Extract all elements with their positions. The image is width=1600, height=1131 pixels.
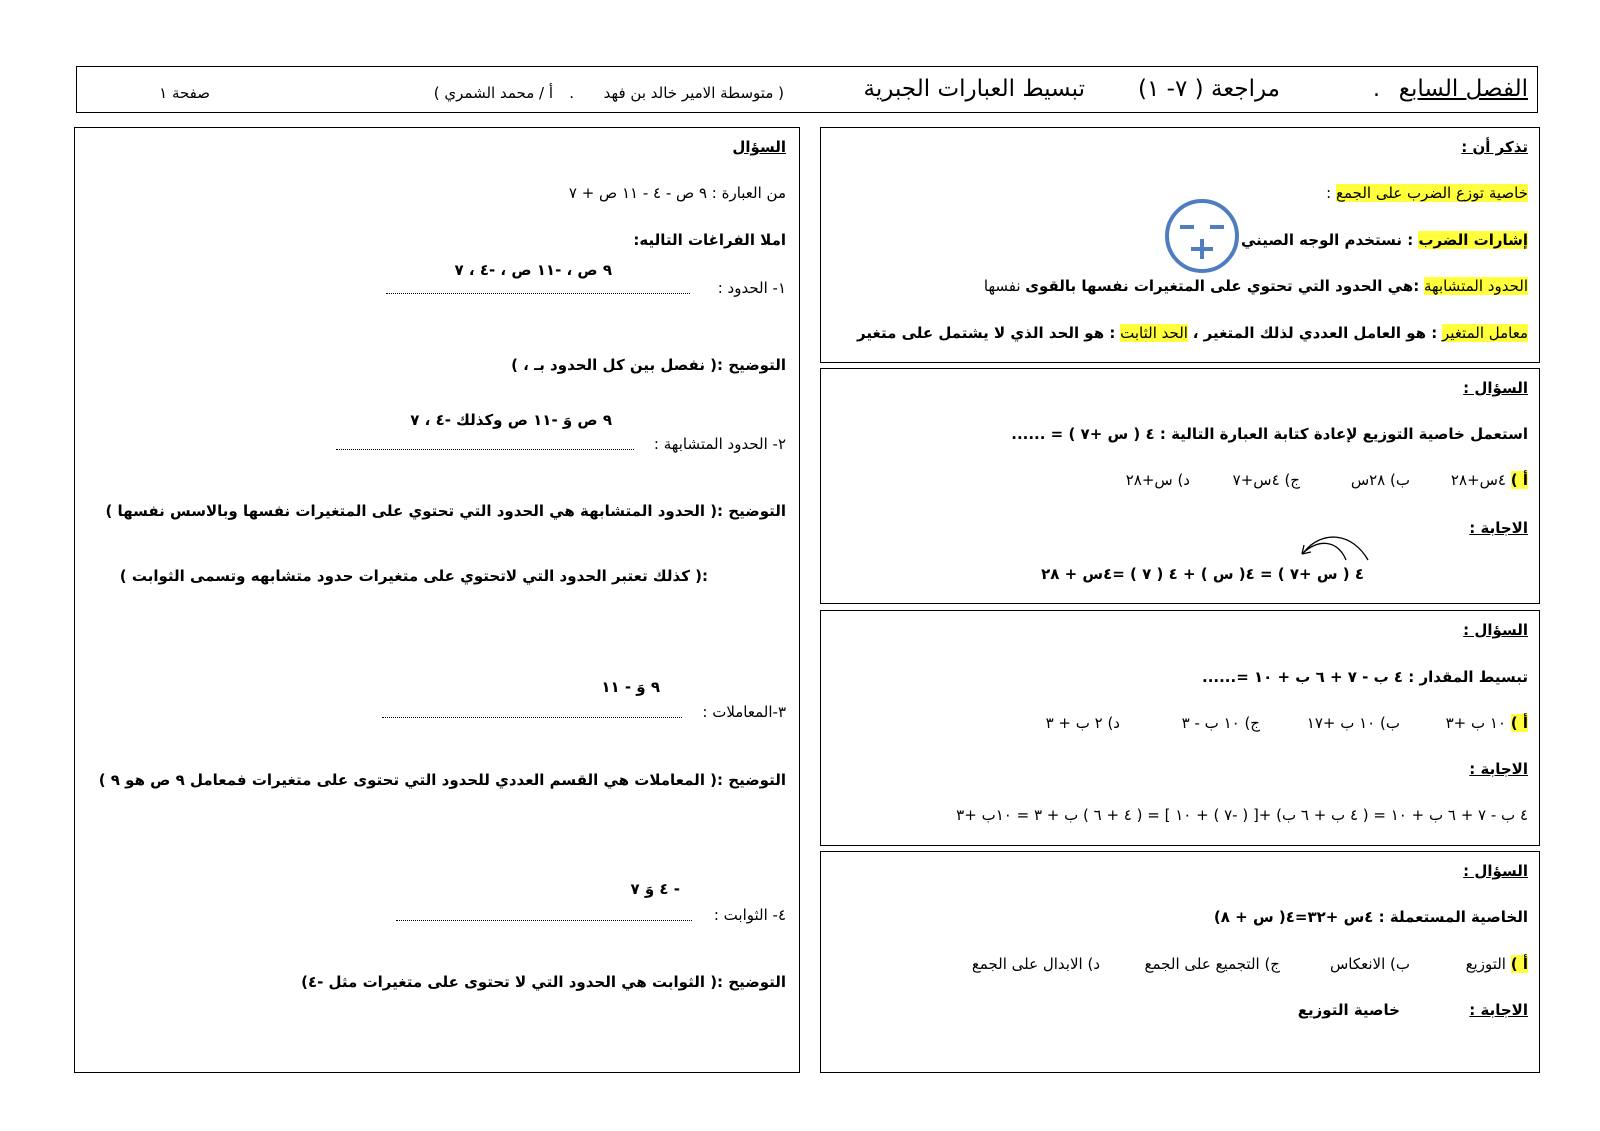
item3-answer: ٩ وَ - ١١ [601,678,660,696]
like-terms-text: :هي الحدود التي تحتوي على المتغيرات نفسها بالقوى [1025,277,1420,295]
left-question-title: السؤال [732,138,786,156]
school-name: ( متوسطة الامير خالد بن فهد [603,84,784,102]
distributive-label: خاصية توزع الضرب على الجمع [1336,184,1528,202]
q2-option-a-text: ١٠ ب +٣ [1445,714,1506,732]
q2-title: السؤال : [1463,621,1528,639]
header-dot: . [1373,77,1380,102]
q3-title: السؤال : [1463,862,1528,880]
chinese-face-icon [1163,197,1241,275]
distributive-colon: : [1326,184,1332,202]
item4-label: ٤- الثوابت : [713,906,786,924]
coefficient-line [840,324,1528,342]
item1-explanation: التوضيح :( نفصل بين كل الحدود بـ ، ) [511,356,786,374]
like-terms-line [960,277,1528,295]
coefficient-label: معامل المتغير [1442,324,1528,342]
q2-answer: ٤ ب - ٧ + ٦ ب + ١٠ = ( ٤ ب + ٦ ب) +[ ( -٧ ) + ١٠ ] = ( ٤ + ٦ ) ب + ٣ = ١٠ب +٣ [956,806,1528,824]
q1-option-c: ج) ٤س+٧ [1232,471,1300,489]
distributive-line [1060,184,1528,202]
q1-option-b: ب) ٢٨س [1350,471,1410,489]
item3-explanation: التوضيح :( المعاملات هي القسم العددي للحدود التي تحتوى على متغيرات فمعامل ٩ ص هو ٩ ) [98,771,786,789]
item2-label: ٢- الحدود المتشابهة : [653,435,786,453]
item4-blank [396,920,692,921]
q3-answer-label: الاجابة : [1469,1001,1528,1019]
q3-answer: خاصية التوزيع [1297,1001,1400,1019]
q2-option-b: ب) ١٠ ب +١٧ [1306,714,1400,732]
review-number: مراجعة ( ٧- ١) [1138,76,1280,102]
q1-answer: ٤ ( س +٧ ) = ٤( س ) + ٤ ( ٧ ) =٤س + ٢٨ [1041,565,1364,583]
q3-option-c: ج) التجميع على الجمع [1144,955,1280,973]
item1-answer: ٩ ص ، -١١ ص ، -٤ ، ٧ [454,261,612,279]
q3-option-b: ب) الانعكاس [1329,955,1410,973]
q1-option-a-marker: أ ) [1510,471,1528,489]
like-terms-label: الحدود المتشابهة [1423,277,1528,295]
teacher-name: أ / محمد الشمري ) [433,84,553,102]
item2-explanation: التوضيح :( الحدود المتشابهة هي الحدود التي تحتوي على المتغيرات نفسها وبالاسس نفسها ) [105,502,786,520]
q2-option-d: د) ٢ ب + ٣ [1045,714,1120,732]
item2-blank [336,449,634,450]
q3-option-a [1430,955,1528,973]
constant-label: الحد الثابت [1120,324,1188,342]
q2-option-c: ج) ١٠ ب - ٣ [1181,714,1260,732]
item2-explanation-2: :( كذلك تعتبر الحدود التي لاتحتوي على متغيرات حدود متشابهه وتسمى الثوابت ) [119,567,708,585]
q1-prompt: استعمل خاصية التوزيع لإعادة كتابة العبارة التالية : ٤ ( س +٧ ) = ...... [1011,425,1528,443]
item1-label: ١- الحدود : [717,279,786,297]
item3-blank [382,717,682,718]
reminder-title: تذكر أن : [1461,138,1528,156]
header-dot-2: . [569,84,574,102]
q3-option-d: د) الابدال على الجمع [971,955,1100,973]
left-expression: من العبارة : ٩ ص - ٤ - ١١ ص + ٧ [568,184,786,202]
distribution-arrows-icon [1282,528,1372,568]
q3-prompt: الخاصية المستعملة : ٤س +٣٢=٤( س + ٨) [1213,908,1528,926]
q1-answer-label: الاجابة : [1469,519,1528,537]
multiplication-signs-line [1240,231,1528,249]
item4-answer: - ٤ وَ ٧ [630,880,680,898]
q1-option-a [1440,471,1528,489]
constant-text: : هو الحد الذي لا يشتمل على متغير [857,324,1116,342]
q2-prompt: تبسيط المقدار : ٤ ب - ٧ + ٦ ب + ١٠ =...... [1202,668,1528,686]
item1-blank [386,293,690,294]
header-bar [76,66,1538,113]
multiplication-signs-text: : نستخدم الوجه الصيني [1240,231,1414,249]
q2-option-a [1420,714,1528,732]
coefficient-text: : هو العامل العددي لذلك المتغير ، [1192,324,1438,342]
q2-answer-label: الاجابة : [1469,760,1528,778]
q1-title: السؤال : [1463,379,1528,397]
lesson-title: تبسيط العبارات الجبرية [863,76,1085,102]
like-terms-tail: نفسها [983,277,1021,295]
q3-option-a-text: التوزيع [1465,955,1506,973]
q1-option-d: د) س+٢٨ [1125,471,1190,489]
q3-option-a-marker: أ ) [1510,955,1528,973]
item2-answer: ٩ ص وَ -١١ ص وكذلك -٤ ، ٧ [410,411,612,429]
q1-option-a-text: ٤س+٢٨ [1450,471,1506,489]
chapter-title: الفصل السابع [1398,76,1528,102]
fill-blanks-title: املا الفراغات التاليه: [633,231,786,249]
multiplication-signs-label: إشارات الضرب [1418,231,1528,249]
q2-option-a-marker: أ ) [1510,714,1528,732]
item4-explanation: التوضيح :( الثوابت هي الحدود التي لا تحتوى على متغيرات مثل -٤) [301,973,786,991]
item3-label: ٣-المعاملات : [702,703,786,721]
page-number: صفحة ١ [159,84,210,102]
